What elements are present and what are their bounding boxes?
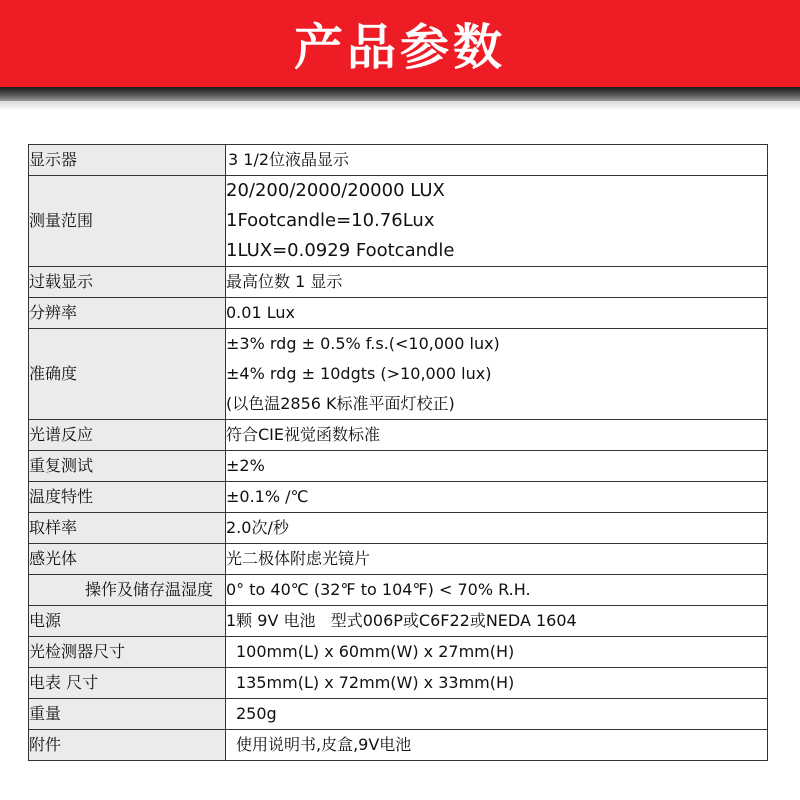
spec-value-line: ±2%	[226, 456, 265, 475]
spec-value-line: ±0.1% /℃	[226, 487, 309, 506]
table-row	[29, 575, 768, 606]
table-row	[29, 699, 768, 730]
banner-shadow	[0, 87, 800, 101]
spec-value	[226, 730, 768, 761]
spec-value-line: 3 1/2位液晶显示	[228, 150, 350, 169]
spec-label: 分辨率	[29, 298, 226, 329]
spec-label: 光谱反应	[29, 420, 226, 451]
spec-value	[226, 145, 768, 176]
spec-label: 附件	[29, 730, 226, 761]
table-row	[29, 482, 768, 513]
spec-value	[226, 575, 768, 606]
spec-value	[226, 176, 768, 267]
spec-value	[226, 544, 768, 575]
spec-value-line: 1Footcandle=10.76Lux	[226, 210, 435, 231]
spec-label: 显示器	[29, 145, 226, 176]
spec-value	[226, 420, 768, 451]
table-row	[29, 606, 768, 637]
table-row	[29, 329, 768, 420]
spec-value-line: 135mm(L) x 72mm(W) x 33mm(H)	[236, 673, 515, 692]
spec-value-line: 1LUX=0.0929 Footcandle	[226, 240, 455, 261]
spec-value-line: (以色温2856 K标准平面灯校正)	[226, 394, 455, 413]
spec-value	[226, 637, 768, 668]
spec-label: 操作及储存温湿度	[29, 575, 226, 606]
spec-value-line: 使用说明书,皮盒,9V电池	[236, 735, 412, 754]
table-row	[29, 298, 768, 329]
page-title: 产品参数	[293, 18, 506, 76]
spec-value	[226, 329, 768, 420]
table-row	[29, 637, 768, 668]
spec-value-line: ±4% rdg ± 10dgts (>10,000 lux)	[226, 364, 492, 383]
spec-value-line: 0° to 40℃ (32℉ to 104℉) < 70% R.H.	[226, 580, 531, 599]
spec-label: 重复测试	[29, 451, 226, 482]
spec-value	[226, 513, 768, 544]
spec-label: 光检测器尺寸	[29, 637, 226, 668]
spec-value-line: 100mm(L) x 60mm(W) x 27mm(H)	[236, 642, 515, 661]
spec-value-line: ±3% rdg ± 0.5% f.s.(<10,000 lux)	[226, 334, 500, 353]
spec-value	[226, 668, 768, 699]
spec-value-line: 250g	[236, 704, 277, 723]
spec-value-line: 2.0次/秒	[226, 518, 289, 537]
spec-value	[226, 606, 768, 637]
spec-label: 温度特性	[29, 482, 226, 513]
spec-label: 取样率	[29, 513, 226, 544]
banner-shadow-fade	[0, 101, 800, 111]
table-row	[29, 176, 768, 267]
table-row	[29, 451, 768, 482]
spec-label: 准确度	[29, 329, 226, 420]
table-row	[29, 267, 768, 298]
table-row	[29, 668, 768, 699]
spec-label: 测量范围	[29, 176, 226, 267]
spec-value	[226, 482, 768, 513]
spec-label: 感光体	[29, 544, 226, 575]
table-row	[29, 730, 768, 761]
table-row	[29, 513, 768, 544]
spec-value-line: 最高位数 1 显示	[226, 272, 343, 291]
spec-value	[226, 699, 768, 730]
table-row	[29, 544, 768, 575]
spec-value-line: 光二极体附虑光镜片	[226, 549, 371, 568]
spec-table	[28, 144, 768, 761]
table-row	[29, 420, 768, 451]
spec-value	[226, 267, 768, 298]
spec-value	[226, 298, 768, 329]
spec-value-line: 20/200/2000/20000 LUX	[226, 180, 445, 201]
table-row	[29, 145, 768, 176]
spec-value-line: 1颗 9V 电池 型式006P或C6F22或NEDA 1604	[226, 611, 577, 630]
spec-label: 重量	[29, 699, 226, 730]
header-banner	[0, 0, 800, 87]
spec-label: 电表 尺寸	[29, 668, 226, 699]
spec-value-line: 0.01 Lux	[226, 303, 295, 322]
spec-label: 过载显示	[29, 267, 226, 298]
spec-value-line: 符合CIE视觉函数标准	[226, 425, 381, 444]
spec-value	[226, 451, 768, 482]
spec-label: 电源	[29, 606, 226, 637]
